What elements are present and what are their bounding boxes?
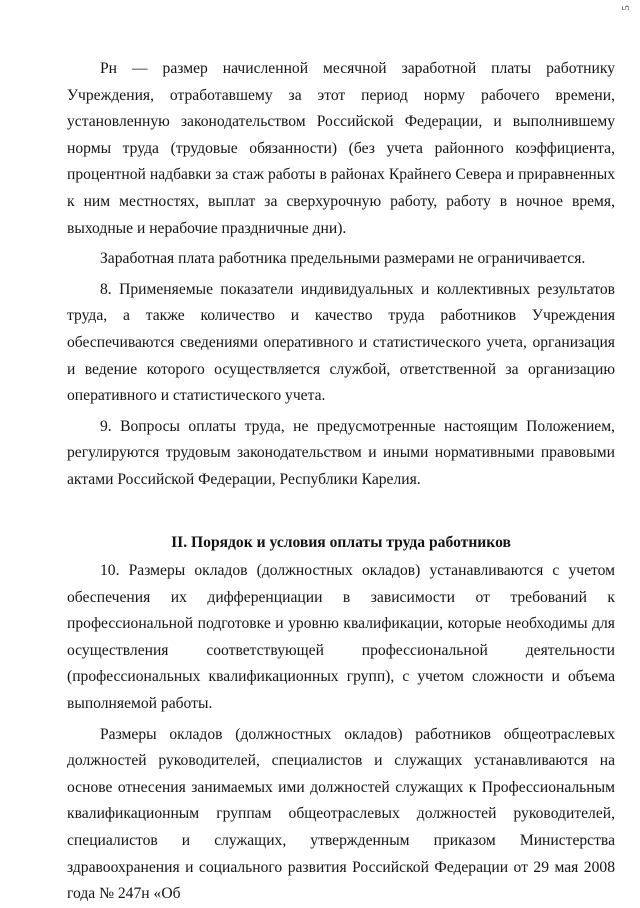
section-heading: II. Порядок и условия оплаты труда работников bbox=[171, 533, 511, 551]
paragraph-item-9: 9. Вопросы оплаты труда, не предусмотренные настоящим Положением, регулируются трудовым законодательством и иными нормативными правовыми актами Российской Федерации, Республики Карелия. bbox=[67, 417, 615, 488]
document-body bbox=[67, 56, 615, 908]
page-number: 5 bbox=[619, 5, 632, 11]
paragraph-item-8: 8. Применяемые показатели индивидуальных и коллективных результатов труда, а также количество и качество труда работников Учреждения обеспечиваются сведениями оперативного и статистического учета, организация и ведение которого осуществляется службой, ответственной за организацию оперативного и статистического учета. bbox=[67, 280, 615, 405]
paragraph-salary-limit: Заработная плата работника предельными размерами не ограничивается. bbox=[100, 250, 586, 268]
paragraph-salary-sizes: Размеры окладов (должностных окладов) работников общеотраслевых должностей руководителей, специалистов и служащих устанавливаются на основе отнесения занимаемых ими должностей служащих к Профессиональным квалификационным группам общеотраслевых должностей руководителей, специалистов и служащих, утвержденным приказом Министерства здравоохранения и социального развития Российской Федерации от 29 мая 2008 года № 247н «Об bbox=[67, 725, 615, 903]
paragraph-pn-definition: Рн — размер начисленной месячной заработной платы работнику Учреждения, отработавшему за этот период норму рабочего времени, установленную законодательством Российской Федерации, и выполнившему нормы труда (трудовые обязанности) (без учета районного коэффициента, процентной надбавки за стаж работы в районах Крайнего Севера и приравненных к ним местностях, выплат за сверхурочную работу, работу в ночное время, выходные и нерабочие праздничные дни). bbox=[67, 60, 615, 237]
paragraph-item-10: 10. Размеры окладов (должностных окладов) устанавливаются с учетом обеспечения их дифференциации в зависимости от требований к профессиональной подготовке и уровню квалификации, которые необходимы для осуществления соответствующей профессиональной деятельности (профессиональных квалификационных групп), с учетом сложности и объема выполняемой работы. bbox=[67, 562, 615, 713]
